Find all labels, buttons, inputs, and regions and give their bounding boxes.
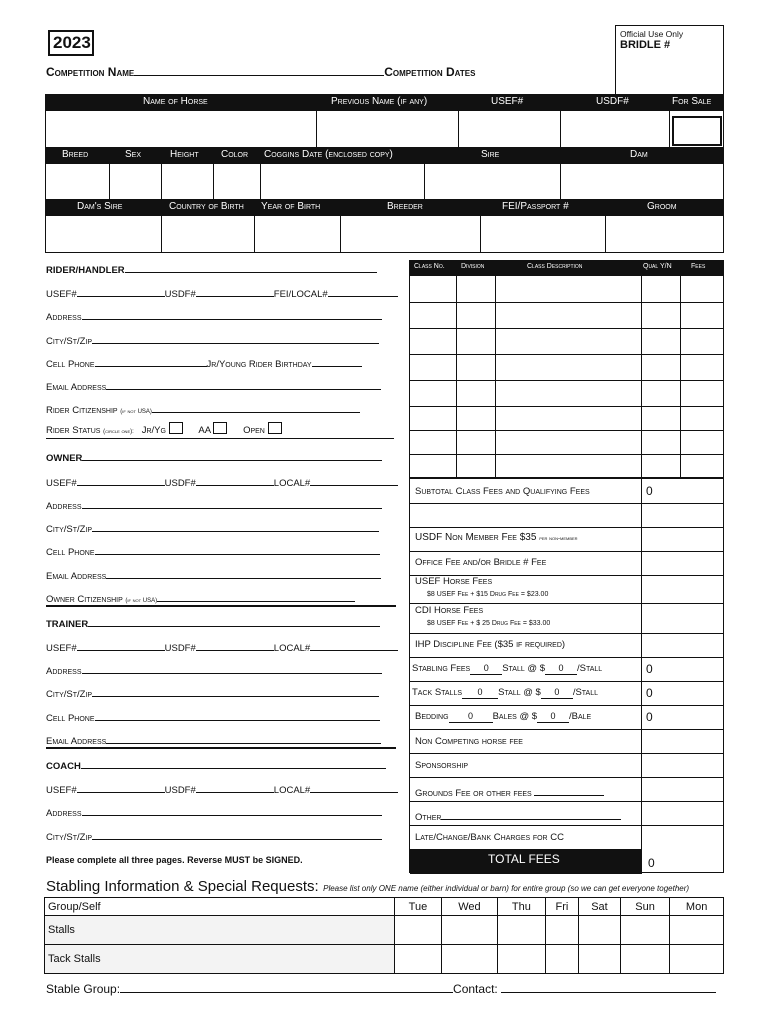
official-use-box[interactable]	[615, 25, 724, 95]
official-use-label: Official Use Only	[620, 29, 684, 39]
col-division: Division	[461, 263, 485, 270]
col-breed: Breed	[62, 149, 89, 160]
owner-email-row	[46, 569, 381, 582]
owner-local-label: LOCAL#	[273, 478, 311, 489]
rider-title-row	[46, 263, 377, 276]
col-usef: USEF#	[491, 96, 524, 107]
owner-address-row	[46, 499, 382, 512]
rider-city-row	[46, 334, 379, 347]
ihp-fee-label: IHP Discipline Fee ($35 if required)	[415, 639, 566, 650]
owner-citizenship-note: (if not USA)	[125, 598, 158, 604]
groom-field[interactable]	[605, 215, 724, 253]
coach-usef-field[interactable]	[77, 783, 165, 793]
owner-usef-label: USEF#	[46, 478, 77, 489]
tack-label: Tack Stalls	[412, 687, 463, 698]
trainer-title-row	[46, 617, 380, 630]
col-coggins: Coggins Date (enclosed copy)	[264, 149, 393, 160]
rider-address-label: Address	[46, 312, 82, 323]
rider-citizenship-row	[46, 403, 360, 416]
col-fees: Fees	[691, 263, 706, 270]
trainer-ids-row	[46, 641, 398, 654]
tack-stall-at: Stall @ $	[498, 687, 541, 698]
class-header-bar	[409, 260, 724, 275]
trainer-email-label: Email Address	[46, 736, 107, 747]
col-for-sale: For Sale	[672, 96, 712, 107]
fees-table	[409, 478, 724, 873]
dam-field[interactable]	[560, 163, 724, 200]
trainer-usdf-field[interactable]	[196, 641, 274, 651]
col-groom: Groom	[647, 201, 677, 212]
rider-citizenship-label: Rider Citizenship	[46, 405, 118, 416]
tack-sat[interactable]	[578, 945, 620, 974]
day-thu: Thu	[497, 898, 545, 916]
rider-usdf-label: USDF#	[164, 289, 196, 300]
group-self-label: Group/Self	[45, 898, 395, 916]
rider-cell-row	[46, 357, 362, 370]
sponsorship-label: Sponsorship	[415, 760, 469, 771]
coach-usdf-label: USDF#	[164, 785, 196, 796]
rider-city-label: City/St/Zip	[46, 336, 93, 347]
breed-field[interactable]	[45, 163, 110, 200]
tack-sun[interactable]	[620, 945, 669, 974]
rider-city-field[interactable]	[92, 334, 379, 344]
bedding-value[interactable]: 0	[646, 710, 653, 724]
coach-local-field[interactable]	[310, 783, 398, 793]
cdi-horse-note: $8 USEF Fee + $ 25 Drug Fee = $33.00	[427, 620, 551, 627]
rider-email-label: Email Address	[46, 382, 107, 393]
stalls-fri[interactable]	[545, 916, 578, 945]
trainer-city-label: City/St/Zip	[46, 689, 93, 700]
trainer-title: TRAINER	[46, 619, 89, 630]
owner-title: OWNER	[46, 453, 83, 464]
bedding-price-field[interactable]: 0	[537, 711, 569, 723]
coach-city-label: City/St/Zip	[46, 832, 93, 843]
rider-title: RIDER/HANDLER	[46, 265, 125, 276]
fei-passport-field[interactable]	[480, 215, 606, 253]
trainer-city-row	[46, 687, 379, 700]
owner-email-field[interactable]	[106, 569, 381, 579]
day-wed: Wed	[441, 898, 497, 916]
rider-usef-label: USEF#	[46, 289, 77, 300]
sex-field[interactable]	[109, 163, 162, 200]
status-open-checkbox[interactable]	[268, 422, 282, 434]
year-box: 2023	[48, 30, 94, 56]
late-charges-label: Late/Change/Bank Charges for CC	[415, 832, 564, 843]
rider-email-row	[46, 380, 381, 393]
col-country-of-birth: Country of Birth	[169, 201, 244, 212]
owner-cell-field[interactable]	[95, 545, 380, 555]
breeder-field[interactable]	[340, 215, 481, 253]
bedding-per-bale: /Bale	[569, 711, 592, 722]
tack-stalls-label: Tack Stalls	[45, 945, 395, 974]
stalls-wed[interactable]	[441, 916, 497, 945]
grounds-row	[415, 784, 604, 799]
rider-status-row	[46, 422, 394, 439]
coach-usdf-field[interactable]	[196, 783, 274, 793]
owner-citizenship-row	[46, 592, 396, 607]
col-qual: Qual Y/N	[643, 263, 672, 270]
competition-dates-label: Competition Dates	[384, 65, 476, 79]
owner-citizenship-label: Owner Citizenship	[46, 594, 123, 605]
usdf-nonmember-row	[415, 532, 578, 543]
rider-citizenship-note: (if not USA)	[120, 409, 152, 415]
rider-usef-field[interactable]	[77, 287, 165, 297]
trainer-email-row	[46, 734, 396, 749]
usef-horse-label: USEF Horse Fees	[415, 576, 493, 587]
stable-group-row	[46, 981, 716, 996]
owner-address-label: Address	[46, 501, 82, 512]
tack-tue[interactable]	[395, 945, 442, 974]
tack-row	[412, 687, 598, 699]
stable-group-label: Stable Group:	[46, 982, 121, 996]
country-field[interactable]	[161, 215, 255, 253]
usef-field[interactable]	[458, 110, 561, 148]
owner-address-field[interactable]	[82, 499, 382, 509]
tack-mon[interactable]	[670, 945, 724, 974]
status-open-label: Open	[243, 425, 265, 436]
other-label: Other	[415, 812, 442, 823]
competition-name-field[interactable]	[134, 64, 384, 76]
stable-group-field[interactable]	[120, 981, 453, 993]
tack-price-field[interactable]: 0	[541, 687, 573, 699]
subtotal-label: Subtotal Class Fees and Qualifying Fees	[415, 486, 590, 497]
stalls-thu[interactable]	[497, 916, 545, 945]
grounds-field[interactable]	[534, 784, 604, 796]
rider-address-row	[46, 310, 382, 323]
rider-fei-label: FEI/LOCAL#	[273, 289, 328, 300]
horse-header-bar-1	[45, 94, 724, 110]
rider-email-field[interactable]	[106, 380, 381, 390]
year-of-birth-field[interactable]	[254, 215, 341, 253]
owner-title-row	[46, 451, 382, 464]
trainer-address-row	[46, 664, 382, 677]
tack-per-stall: /Stall	[572, 687, 599, 698]
competition-name-label: Competition Name	[46, 65, 135, 79]
stabling-value[interactable]: 0	[646, 662, 653, 676]
other-field[interactable]	[441, 808, 621, 820]
trainer-email-field[interactable]	[106, 734, 381, 744]
bedding-bales-at: Bales @ $	[492, 711, 538, 722]
rider-usdf-field[interactable]	[196, 287, 274, 297]
cdi-horse-label: CDI Horse Fees	[415, 605, 484, 616]
col-height: Height	[170, 149, 199, 160]
day-sun: Sun	[620, 898, 669, 916]
competition-line	[46, 64, 475, 79]
col-previous-name: Previous Name (if any)	[331, 96, 428, 107]
subtotal-value[interactable]: 0	[646, 484, 653, 498]
stalls-tue[interactable]	[395, 916, 442, 945]
col-fei-passport: FEI/Passport #	[502, 201, 569, 212]
rider-cell-label: Cell Phone	[46, 359, 95, 370]
rider-birthday-field[interactable]	[312, 357, 362, 367]
usdf-nonmember-label: USDF Non Member Fee $35	[415, 532, 537, 543]
horse-header-bar-3	[45, 199, 724, 215]
total-fees-value[interactable]: 0	[648, 856, 655, 870]
trainer-address-field[interactable]	[82, 664, 382, 674]
rider-ids-row	[46, 287, 398, 300]
dams-sire-field[interactable]	[45, 215, 162, 253]
height-field[interactable]	[161, 163, 214, 200]
rider-name-field[interactable]	[125, 263, 377, 273]
col-dams-sire: Dam's Sire	[77, 201, 123, 212]
stabling-note: Please list only ONE name (either individual or barn) for entire group (so we can get everyone together)	[323, 884, 690, 893]
trainer-usef-field[interactable]	[77, 641, 165, 651]
coach-city-row	[46, 830, 382, 843]
rider-cell-field[interactable]	[95, 357, 207, 367]
rider-status-note: (circle one):	[103, 429, 134, 435]
col-name-of-horse: Name of Horse	[143, 96, 208, 107]
trainer-address-label: Address	[46, 666, 82, 677]
col-color: Color	[221, 149, 249, 160]
coach-ids-row	[46, 783, 398, 796]
col-sex: Sex	[125, 149, 142, 160]
usef-horse-note: $8 USEF Fee + $15 Drug Fee = $23.00	[427, 591, 549, 598]
owner-ids-row	[46, 476, 398, 489]
day-mon: Mon	[670, 898, 724, 916]
contact-label: Contact:	[453, 982, 498, 996]
coach-address-row	[46, 806, 382, 819]
stalls-sat[interactable]	[578, 916, 620, 945]
status-aa-label: AA	[198, 425, 211, 436]
owner-city-label: City/St/Zip	[46, 524, 93, 535]
owner-local-field[interactable]	[310, 476, 398, 486]
coach-address-label: Address	[46, 808, 82, 819]
other-row	[415, 808, 621, 823]
trainer-local-label: LOCAL#	[273, 643, 311, 654]
coach-usef-label: USEF#	[46, 785, 77, 796]
col-class-no: Class No.	[414, 263, 445, 270]
owner-cell-label: Cell Phone	[46, 547, 95, 558]
office-fee-label: Office Fee and/or Bridle # Fee	[415, 557, 547, 568]
coggins-field[interactable]	[260, 163, 425, 200]
for-sale-checkbox[interactable]	[672, 116, 722, 146]
rider-birthday-label: Jr/Young Rider Birthday	[206, 359, 312, 370]
usdf-field[interactable]	[560, 110, 670, 148]
stabling-price-field[interactable]: 0	[545, 663, 577, 675]
owner-city-row	[46, 522, 379, 535]
col-year-of-birth: Year of Birth	[261, 201, 321, 212]
stabling-title-row	[46, 878, 689, 896]
status-jr-checkbox[interactable]	[169, 422, 183, 434]
horse-name-field[interactable]	[45, 110, 317, 148]
noncomp-label: Non Competing horse fee	[415, 736, 523, 747]
rider-citizenship-field[interactable]	[152, 403, 360, 413]
stabling-label: Stabling Fees	[412, 663, 471, 674]
trainer-usef-label: USEF#	[46, 643, 77, 654]
class-entry-grid[interactable]	[409, 275, 724, 478]
coach-city-field[interactable]	[92, 830, 382, 840]
tack-fri[interactable]	[545, 945, 578, 974]
col-breeder: Breeder	[387, 201, 423, 212]
rider-fei-field[interactable]	[328, 287, 398, 297]
day-tue: Tue	[395, 898, 442, 916]
stabling-qty-field[interactable]: 0	[470, 663, 502, 675]
contact-field[interactable]	[501, 981, 716, 993]
col-dam: Dam	[630, 149, 648, 160]
bridle-label: BRIDLE #	[620, 39, 671, 51]
sign-note: Please complete all three pages. Reverse MUST be SIGNED.	[46, 855, 303, 865]
trainer-cell-field[interactable]	[95, 711, 380, 721]
bedding-label: Bedding	[415, 711, 449, 722]
sire-field[interactable]	[424, 163, 561, 200]
rider-address-field[interactable]	[82, 310, 382, 320]
stalls-sun[interactable]	[620, 916, 669, 945]
trainer-name-field[interactable]	[88, 617, 380, 627]
color-field[interactable]	[213, 163, 261, 200]
grounds-label: Grounds Fee or other fees	[415, 788, 532, 799]
trainer-usdf-label: USDF#	[164, 643, 196, 654]
coach-name-field[interactable]	[81, 759, 386, 769]
col-usdf: USDF#	[596, 96, 629, 107]
tack-wed[interactable]	[441, 945, 497, 974]
stabling-per-stall: /Stall	[576, 663, 603, 674]
stabling-grid	[44, 897, 724, 974]
status-jr-label: Jr/Yg	[141, 425, 166, 436]
tack-value[interactable]: 0	[646, 686, 653, 700]
trainer-cell-label: Cell Phone	[46, 713, 95, 724]
day-fri: Fri	[545, 898, 578, 916]
owner-usdf-label: USDF#	[164, 478, 196, 489]
trainer-city-field[interactable]	[92, 687, 379, 697]
trainer-cell-row	[46, 711, 380, 724]
tack-qty-field[interactable]: 0	[462, 687, 498, 699]
coach-local-label: LOCAL#	[273, 785, 311, 796]
stabling-stall-at: Stall @ $	[502, 663, 545, 674]
owner-usdf-field[interactable]	[196, 476, 274, 486]
usdf-nonmember-note: per non-member	[539, 536, 578, 542]
stabling-row	[412, 663, 602, 675]
coach-title: COACH	[46, 761, 81, 772]
horse-header-bar-2	[45, 147, 724, 163]
coach-address-field[interactable]	[82, 806, 382, 816]
stalls-label: Stalls	[45, 916, 395, 945]
total-fees-label: TOTAL FEES	[488, 852, 560, 866]
rider-status-label: Rider Status	[46, 425, 101, 436]
status-aa-checkbox[interactable]	[213, 422, 227, 434]
previous-name-field[interactable]	[316, 110, 459, 148]
owner-cell-row	[46, 545, 380, 558]
bedding-qty-field[interactable]: 0	[449, 711, 493, 723]
tack-thu[interactable]	[497, 945, 545, 974]
col-class-description: Class Description	[527, 263, 583, 270]
bedding-row	[415, 711, 591, 723]
trainer-local-field[interactable]	[310, 641, 398, 651]
coach-title-row	[46, 759, 386, 772]
owner-name-field[interactable]	[82, 451, 382, 461]
owner-email-label: Email Address	[46, 571, 107, 582]
day-sat: Sat	[578, 898, 620, 916]
stabling-title: Stabling Information & Special Requests:	[46, 878, 319, 895]
owner-city-field[interactable]	[92, 522, 379, 532]
owner-citizenship-field[interactable]	[157, 592, 355, 602]
stalls-mon[interactable]	[670, 916, 724, 945]
owner-usef-field[interactable]	[77, 476, 165, 486]
col-sire: Sire	[481, 149, 500, 160]
